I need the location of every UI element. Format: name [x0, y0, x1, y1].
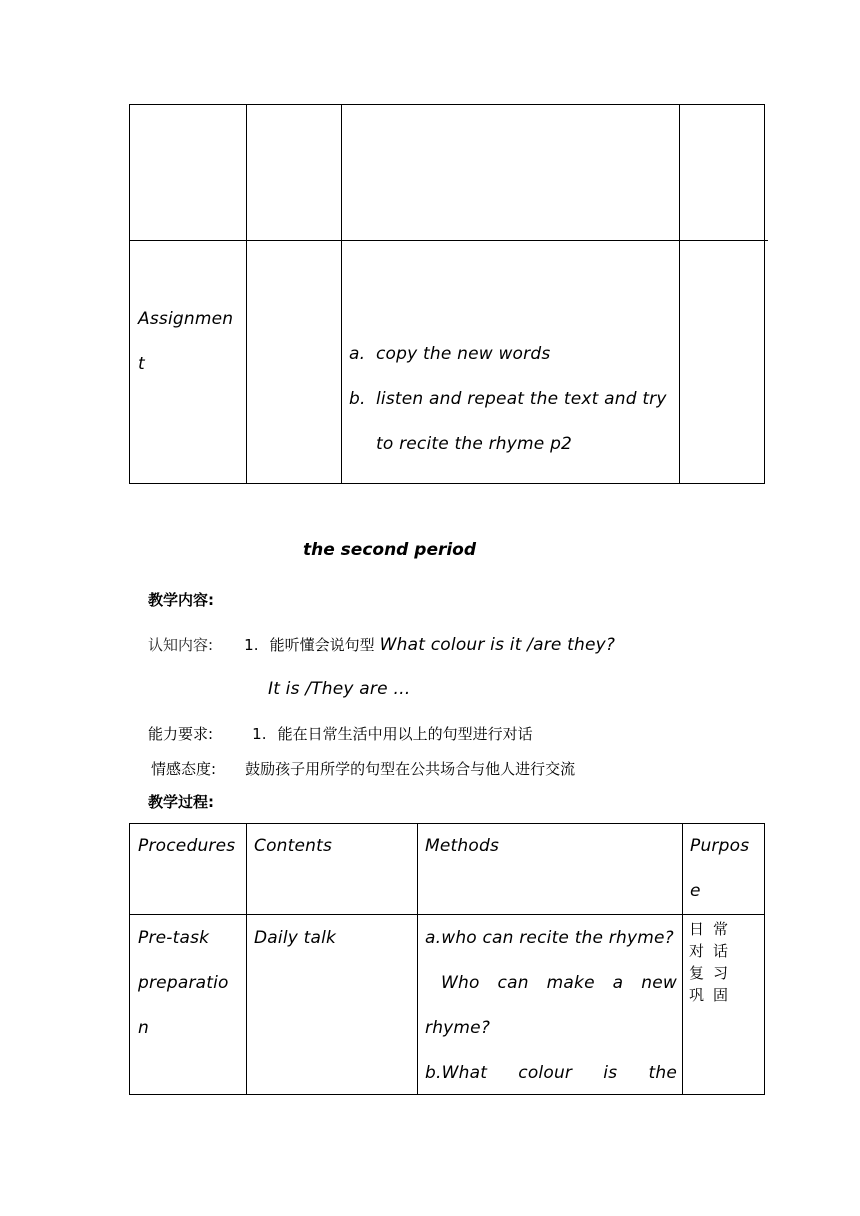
header-procedures: Procedures: [138, 836, 236, 856]
header-contents: Contents: [254, 836, 333, 856]
procedure-line: n: [138, 1018, 149, 1038]
cognitive-row: [148, 634, 615, 655]
emotion-row: [151, 758, 575, 779]
ability-label: 能力要求:: [148, 725, 214, 743]
assignment-table: [129, 104, 765, 484]
procedure-line: Pre-task: [138, 928, 210, 948]
row-divider: [130, 914, 764, 915]
header-methods: Methods: [425, 836, 500, 856]
method-line: a.who can recite the rhyme?: [425, 928, 674, 948]
assignment-list: [349, 332, 679, 467]
assignment-item-continuation: [349, 422, 679, 467]
method-line: rhyme?: [425, 1018, 491, 1038]
column-divider: [341, 105, 342, 483]
cognitive-label: 认知内容:: [148, 636, 214, 654]
cognitive-item-prefix: 能听懂会说句型: [269, 636, 375, 654]
emotion-text: 鼓励孩子用所学的句型在公共场合与他人进行交流: [245, 760, 576, 778]
column-divider: [682, 824, 683, 1094]
procedure-line: preparatio: [138, 973, 229, 993]
procedure-table: [129, 823, 765, 1095]
period-title: the second period: [303, 540, 477, 560]
teaching-content-heading: 教学内容:: [148, 591, 214, 609]
assignment-item-text: copy the new words: [376, 344, 551, 364]
column-divider: [417, 824, 418, 1094]
header-purpose: [690, 824, 749, 914]
assignment-label: Assignment: [138, 309, 234, 374]
purpose-cell: 日常对话复习巩固: [689, 920, 738, 1004]
list-marker: a.: [349, 344, 366, 364]
assignment-item-text: to recite the rhyme p2: [376, 434, 573, 454]
column-divider: [246, 105, 247, 483]
list-marker: b.: [349, 389, 366, 409]
header-purpose-line: Purpos: [690, 836, 750, 856]
ability-row: [148, 723, 533, 744]
content-cell: Daily talk: [254, 928, 337, 948]
column-divider: [246, 824, 247, 1094]
cognitive-answer: It is /They are …: [268, 679, 411, 699]
assignment-item-text: listen and repeat the text and try: [376, 389, 667, 409]
method-line: Who can make a new: [441, 973, 677, 993]
assignment-item: [349, 332, 679, 377]
methods-cell: [425, 916, 677, 1096]
column-divider: [679, 105, 680, 483]
method-line: b.What colour is the: [425, 1063, 677, 1083]
header-purpose-line: e: [690, 881, 701, 901]
assignment-item: [349, 377, 679, 422]
ability-item-text: 能在日常生活中用以上的句型进行对话: [277, 725, 533, 743]
cognitive-item-number: 1.: [244, 636, 259, 654]
process-heading: 教学过程:: [148, 793, 214, 811]
row-divider: [130, 240, 768, 241]
emotion-label: 情感态度:: [151, 760, 217, 778]
procedure-cell: [138, 916, 229, 1051]
ability-item-number: 1.: [252, 725, 267, 743]
cognitive-item-pattern: What colour is it /are they?: [379, 635, 616, 655]
